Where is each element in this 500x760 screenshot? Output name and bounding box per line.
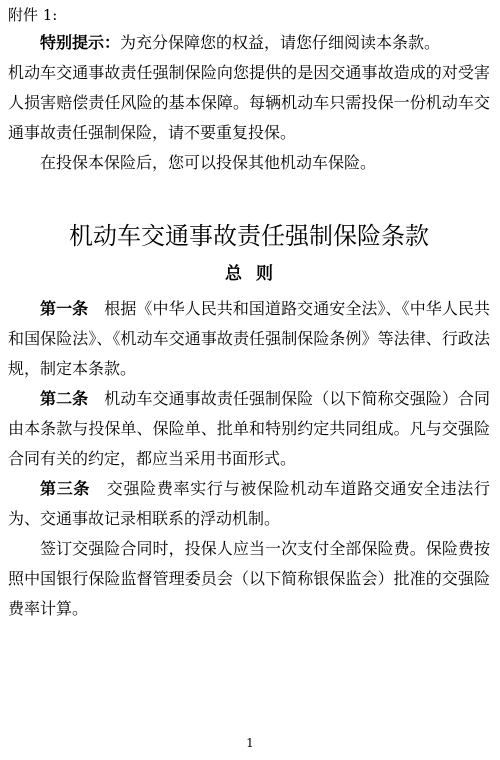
article-2-label: 第二条 (40, 389, 89, 408)
special-notice-text: 为充分保障您的权益，请您仔细阅读本条款。 (120, 33, 441, 52)
page-number: 1 (246, 736, 254, 750)
special-notice-label: 特别提示： (40, 33, 121, 52)
article-3-text: 交强险费率实行与被保险机动车道路交通安全违法行为、交通事故记录相联系的浮动机制。 (8, 479, 490, 528)
article-2-text: 机动车交通事故责任强制保险（以下简称交强险）合同由本条款与投保单、保险单、批单和特别约定共同组成。凡与交强险合同有关的约定，都应当采用书面形式。 (8, 389, 490, 468)
article-3-label: 第三条 (40, 479, 91, 498)
article-2 (8, 384, 490, 474)
document-title: 机动车交通事故责任强制保险条款 (69, 222, 429, 250)
article-1 (8, 294, 490, 384)
attachment-label: 附件 1: (8, 6, 58, 24)
notice-paragraph-coverage: 机动车交通事故责任强制保险向您提供的是因交通事故造成的对受害人损害赔偿责任风险的基本保障。每辆机动车只需投保一份机动车交通事故责任强制保险，请不要重复投保。 (8, 63, 490, 142)
section-title: 总则 (225, 264, 287, 284)
article-1-text: 根据《中华人民共和国道路交通安全法》、《中华人民共和国保险法》、《机动车交通事故责任强制保险条例》等法律、行政法规，制定本条款。 (8, 299, 490, 378)
article-3 (8, 474, 490, 534)
article-1-label: 第一条 (40, 299, 89, 318)
notice-paragraph-other-insurance: 在投保本保险后，您可以投保其他机动车保险。 (40, 153, 377, 172)
special-notice (8, 28, 490, 58)
premium-payment-paragraph: 签订交强险合同时，投保人应当一次支付全部保险费。保险费按照中国银行保险监督管理委员会（以下简称银保监会）批准的交强险费率计算。 (8, 539, 490, 618)
